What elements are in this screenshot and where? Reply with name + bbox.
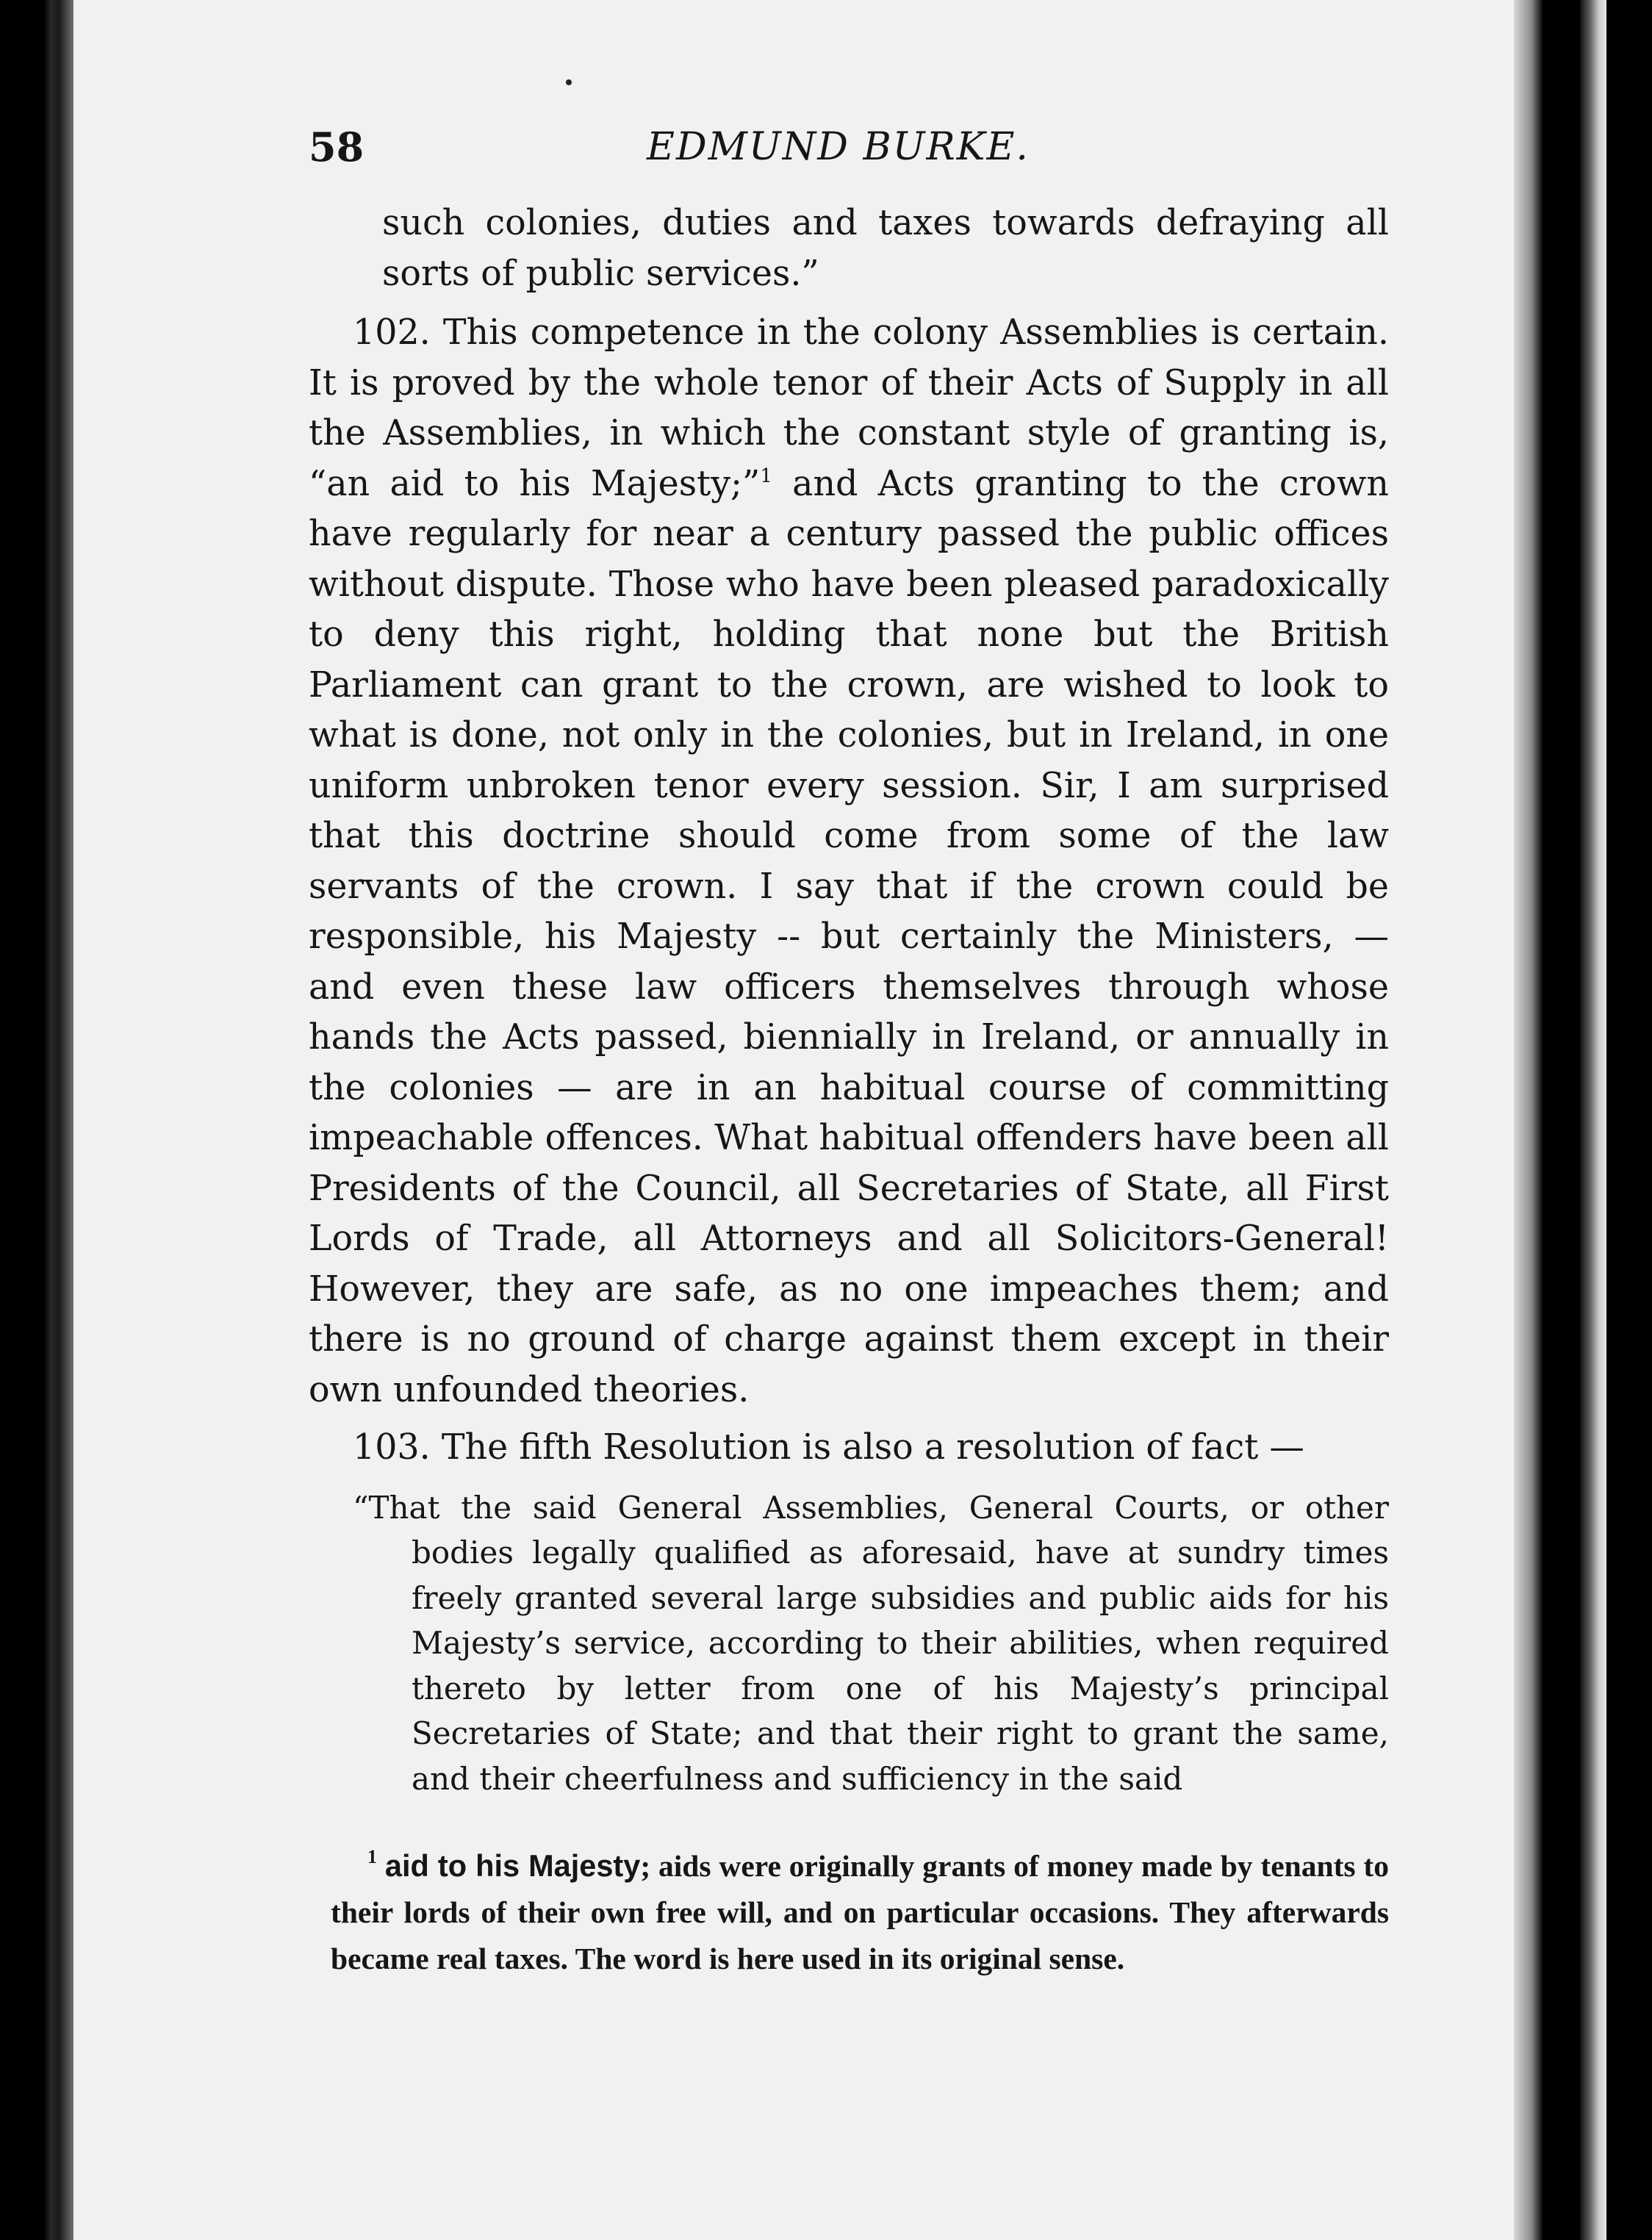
page-number: 58 [309,123,364,170]
footnote [331,1842,1389,1982]
block-quotation: “That the said General Assemblies, General Courts, or other bodies legally qualified as aforesaid, have at sundry times freely granted several large subsidies and public aids for his Majesty’s service, according to their abilities, when required thereto by letter from one of his Majesty’s principal Secretaries of State; and that their right to grant the same, and their cheerfulness and sufficiency in the said [353,1489,1389,1797]
paragraph-number: 103. [353,1427,431,1468]
paragraph-text: This competence in the colony Assemblies is certain. It is proved by the whole tenor of their Acts of Supply in all the Assemblies, in which the constant style of granting is, “an aid to his Majesty;” [309,312,1389,504]
paragraph-number: 102. [353,312,431,353]
paragraph-103 [309,1423,1389,1473]
main-text [309,198,1389,1473]
paragraph-102 [309,308,1389,1415]
footnote-text: ; aids were originally grants of money made by tenants to their lords of their own free will, and on particular occasions. They afterwards became real taxes. The word is here used in its original sense. [331,1849,1390,1975]
footnote-reference[interactable]: 1 [760,464,772,487]
ink-speck [566,79,572,85]
continued-quotation: such colonies, duties and taxes towards defraying all sorts of public services.” [382,203,1389,294]
page-header [309,118,1389,191]
paragraph-text: The fifth Resolution is also a resolution of fact — [441,1427,1304,1468]
page-content [309,118,1389,1982]
page-edge-shadow [1514,0,1543,2240]
next-page-edge [1580,0,1606,2240]
scan-border [1606,0,1652,2240]
footnote-term: aid to his Majesty [384,1848,641,1883]
paragraph-text-continued: and Acts granting to the crown have regularly for near a century passed the public offices without dispute. Those who have been pleased paradoxically to deny this right, holding that none but the British Parliament can grant to the crown, are wished to look to what is done, not only in the colonies, but in Ireland, in one uniform unbroken tenor every session. Sir, I am surprised that this doctrine should come from some of the law servants of the crown. I say that if the crown could be responsible, his Majesty -- but certainly the Ministers, — and even these law officers themselves through whose hands the Acts passed, biennially in Ireland, or annually in the colonies — are in an habitual course of committing impeachable offences. What habitual offenders have been all Presidents of the Council, all Secretaries of State, all First Lords of Trade, all Attorneys and all Solicitors-General! However, they are safe, as no one impeaches them; and there is no ground of charge against them except in their own unfounded theories. [309,463,1389,1410]
running-head: EDMUND BURKE. [647,125,1030,169]
footnote-marker: 1 [367,1846,377,1867]
page-edge-gap [1543,0,1580,2240]
